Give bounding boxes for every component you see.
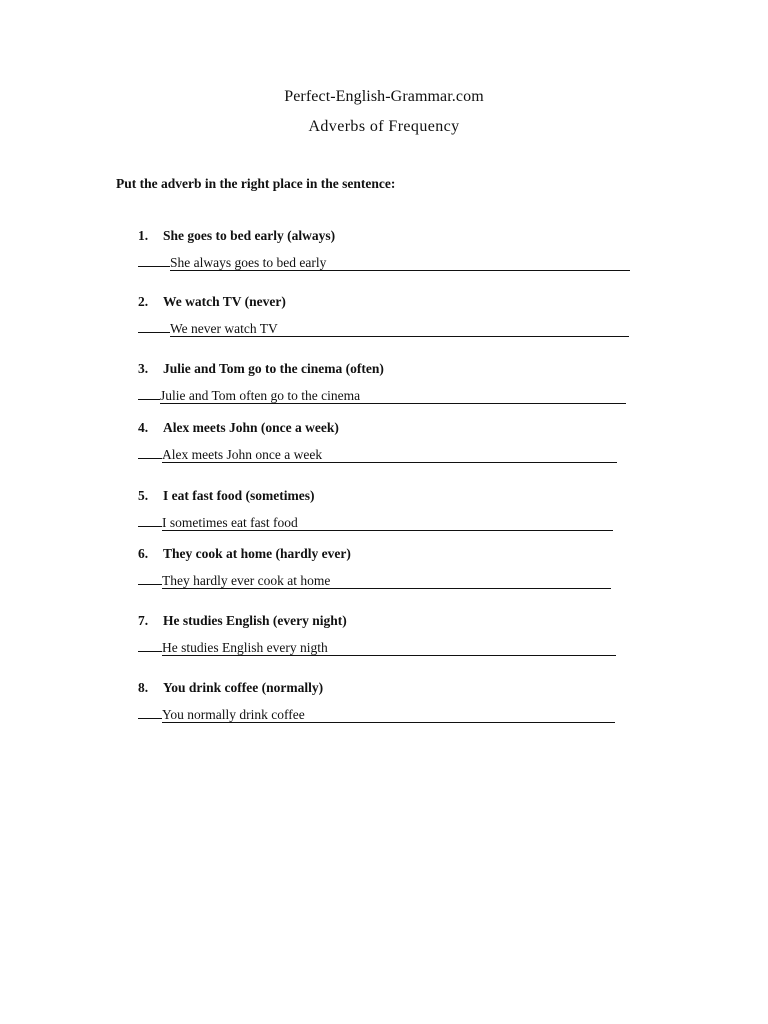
answer-text: I sometimes eat fast food	[162, 516, 613, 531]
exercise-prompt	[138, 228, 335, 244]
prompt-text: He studies English (every night)	[163, 613, 347, 628]
answer-text: Alex meets John once a week	[162, 448, 617, 463]
answer-line	[138, 386, 626, 404]
answer-line	[138, 638, 616, 656]
instruction-text: Put the adverb in the right place in the sentence:	[116, 176, 396, 191]
exercise-prompt	[138, 294, 286, 310]
exercise-prompt	[138, 613, 347, 629]
answer-text: You normally drink coffee	[162, 708, 615, 723]
exercise-prompt	[138, 488, 314, 504]
answer-text: They hardly ever cook at home	[162, 574, 611, 589]
answer-text: We never watch TV	[170, 322, 629, 337]
prompt-text: You drink coffee (normally)	[163, 680, 324, 695]
leading-blank	[138, 386, 160, 400]
site-title: Perfect-English-Grammar.com	[284, 88, 484, 105]
answer-line	[138, 571, 611, 589]
item-number: 2.	[138, 294, 149, 309]
item-number: 1.	[138, 228, 149, 243]
item-number: 4.	[138, 420, 149, 435]
exercise-prompt	[138, 361, 384, 377]
answer-text: She always goes to bed early	[170, 256, 630, 271]
exercise-prompt	[138, 546, 351, 562]
worksheet-title: Adverbs of Frequency	[308, 118, 460, 135]
leading-blank	[138, 253, 170, 267]
item-number: 6.	[138, 546, 149, 561]
answer-text: Julie and Tom often go to the cinema	[160, 389, 626, 404]
leading-blank	[138, 571, 162, 585]
item-number: 7.	[138, 613, 149, 628]
prompt-text: She goes to bed early (always)	[163, 228, 336, 243]
item-number: 5.	[138, 488, 149, 503]
leading-blank	[138, 705, 162, 719]
leading-blank	[138, 513, 162, 527]
leading-blank	[138, 638, 162, 652]
item-number: 8.	[138, 680, 149, 695]
answer-line	[138, 445, 617, 463]
answer-line	[138, 705, 615, 723]
prompt-text: We watch TV (never)	[163, 294, 286, 309]
prompt-text: Alex meets John (once a week)	[163, 420, 339, 435]
leading-blank	[138, 445, 162, 459]
answer-line	[138, 253, 630, 271]
exercise-prompt	[138, 680, 323, 696]
prompt-text: Julie and Tom go to the cinema (often)	[163, 361, 384, 376]
answer-line	[138, 513, 613, 531]
exercise-prompt	[138, 420, 339, 436]
prompt-text: They cook at home (hardly ever)	[163, 546, 351, 561]
prompt-text: I eat fast food (sometimes)	[163, 488, 315, 503]
item-number: 3.	[138, 361, 149, 376]
answer-text: He studies English every nigth	[162, 641, 616, 656]
leading-blank	[138, 319, 170, 333]
answer-line	[138, 319, 629, 337]
